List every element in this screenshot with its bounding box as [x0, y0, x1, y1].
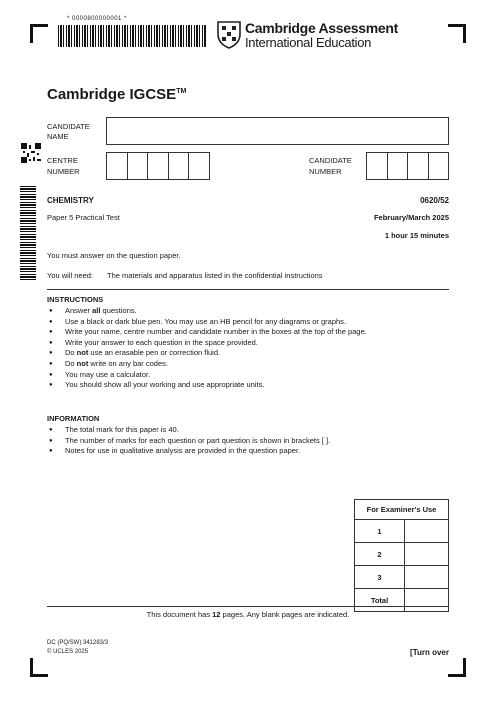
candidate-number-label-2: NUMBER	[309, 167, 342, 176]
document-code: DC (PQ/SW) 341283/3	[47, 640, 109, 646]
examiner-use-table	[354, 499, 449, 612]
you-will-need-text: The materials and apparatus listed in the confidential instructions	[107, 271, 323, 280]
instruction-item: ● You should show all your working and use appropriate units.	[47, 380, 449, 391]
examiner-table-header: For Examiner's Use	[355, 500, 449, 520]
centre-number-label-1: CENTRE	[47, 156, 78, 165]
candidate-number-field[interactable]	[366, 152, 449, 180]
instructions-list	[47, 306, 449, 391]
corner-mark-top-right-v	[463, 24, 466, 43]
candidate-name-field[interactable]	[106, 117, 449, 145]
corner-mark-bottom-right-v	[463, 658, 466, 677]
page-count-text: This document has 12 pages. Any blank pages are indicated.	[146, 610, 350, 619]
information-item: ● Notes for use in qualitative analysis are provided in the question paper.	[47, 446, 449, 457]
qualification-text: Cambridge IGCSE	[47, 86, 177, 103]
instructions-heading: INSTRUCTIONS	[47, 295, 104, 304]
divider-bottom	[47, 606, 449, 607]
candidate-number-label-1: CANDIDATE	[309, 156, 352, 165]
information-item: ● The number of marks for each question or part question is shown in brackets [ ].	[47, 436, 449, 447]
cambridge-shield-icon	[217, 21, 241, 49]
exam-session: February/March 2025	[373, 213, 449, 222]
copyright: © UCLES 2025	[47, 649, 89, 655]
you-will-need-label: You will need:	[47, 271, 94, 280]
centre-number-label-2: NUMBER	[47, 167, 80, 176]
examiner-mark-cell	[405, 520, 449, 543]
paper-code: 0620/52	[420, 196, 449, 205]
qualification-title	[47, 86, 186, 103]
instruction-item: ● Do not use an erasable pen or correction fluid.	[47, 348, 449, 359]
corner-mark-top-left-v	[30, 24, 33, 43]
trademark: TM	[176, 88, 187, 95]
org-name-line2: International Education	[245, 35, 372, 50]
information-heading: INFORMATION	[47, 414, 100, 423]
divider-top	[47, 289, 449, 290]
examiner-row-label: Total	[355, 589, 405, 612]
examiner-mark-cell	[405, 543, 449, 566]
examiner-row-label: 2	[355, 543, 405, 566]
turn-over: [Turn over	[410, 648, 449, 657]
information-list	[47, 425, 449, 457]
instruction-item: ● You may use a calculator.	[47, 370, 449, 381]
examiner-mark-cell	[405, 566, 449, 589]
corner-mark-bottom-left-v	[30, 658, 33, 677]
instruction-item: ● Write your name, centre number and candidate number in the boxes at the top of the page.	[47, 327, 449, 338]
candidate-name-label-1: CANDIDATE	[47, 122, 90, 131]
org-name-line1: Cambridge Assessment	[245, 20, 398, 36]
exam-duration: 1 hour 15 minutes	[384, 231, 449, 240]
examiner-row-label: 1	[355, 520, 405, 543]
examiner-mark-cell	[405, 589, 449, 612]
must-answer-text: You must answer on the question paper.	[47, 251, 181, 260]
candidate-name-label-2: NAME	[47, 132, 69, 141]
instruction-item: ● Use a black or dark blue pen. You may use an HB pencil for any diagrams or graphs.	[47, 317, 449, 328]
examiner-row-label: 3	[355, 566, 405, 589]
instruction-item: ● Do not write on any bar codes.	[47, 359, 449, 370]
qr-code-icon	[21, 143, 41, 163]
subject-title: CHEMISTRY	[47, 196, 94, 205]
barcode-number: * 0000800000001 *	[67, 16, 127, 22]
information-item: ● The total mark for this paper is 40.	[47, 425, 449, 436]
side-barcode	[20, 186, 36, 280]
top-barcode	[58, 25, 206, 47]
instruction-item: ● Write your answer to each question in the space provided.	[47, 338, 449, 349]
centre-number-field[interactable]	[106, 152, 210, 180]
paper-title: Paper 5 Practical Test	[47, 213, 120, 222]
instruction-item: ● Answer all questions.	[47, 306, 449, 317]
